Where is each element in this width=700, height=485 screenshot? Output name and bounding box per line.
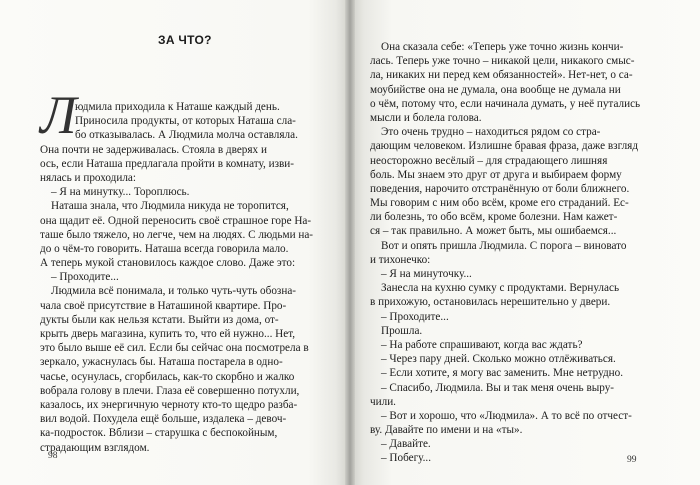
text-line: крыть дверь магазина, купить то, что ей нужно... Нет, [40,328,296,340]
text-line: нялась и проходила: [40,171,136,184]
text-line: бо отказывалась. А Людмила молча оставляла. [75,129,298,142]
text-line: часье, осунулась, сгорбилась, как-то скорбно и жалко [40,370,295,383]
chapter-title: ЗА ЧТО? [158,33,212,47]
text-line: она щадит её. Одной переносить своё страшное горе На- [40,214,312,227]
text-line: Прошла. [381,324,423,337]
text-line: юдмила приходила к Наташе каждый день. [75,101,280,113]
text-line: до о чём-то говорить. Наташа всегда говорила мало. [40,242,289,255]
text-line: – Проходите... [381,310,449,323]
text-line: ву. Давайте по имени и на «ты». [370,424,523,437]
text-line: Людмила всё понимала, и только чуть-чуть обозна- [51,285,297,298]
page-number-right: 99 [627,455,637,465]
text-line: в прихожую, остановилась нерешительно у двери. [370,296,611,309]
text-line: это было выше её сил. Если бы сейчас она посмотрела в [40,342,309,355]
text-line: вобрала голову в плечи. Глаза её совершенно потухли, [40,384,300,397]
text-line: Наташа знала, что Людмила никуда не торопится, [51,200,289,213]
text-line: чили. [370,395,396,408]
text-line: мысли и болела голова. [370,111,482,124]
text-line: ся – так правильно. А может быть, мы ошибаемся... [370,225,617,238]
right-page-text [370,40,640,466]
text-line: и тихонечко: [370,253,431,266]
book-gutter [345,0,355,485]
text-line: дукты были как нельзя кстати. Выйти из дома, от- [40,313,279,326]
text-line: поведения, нарочито отстранённую от боли ближнего. [370,182,630,195]
text-line: зеркало, ужаснулась бы. Наташа постарела в одно- [40,356,283,369]
drop-cap: Л [40,85,77,145]
text-line: дающим человеком. Излишне бравая фраза, даже взгляд [370,140,639,153]
text-line: Это очень трудно – находиться рядом со стра- [381,126,601,139]
text-line: моубийстве она не думала, она вообще не думала ни [370,83,621,96]
text-line: Она сказала себе: «Теперь уже точно жизнь кончи- [381,41,624,53]
text-line: – Спасибо, Людмила. Вы и так меня очень выру- [381,381,615,394]
text-line: Мы говорим с ним обо всём, кроме его страданий. Ес- [370,197,629,210]
text-line: – Если хотите, я могу вас заменить. Мне нетрудно. [381,367,624,380]
text-line: – Давайте. [381,438,431,451]
text-line: Вот и опять пришла Людмила. С порога – виновато [381,239,627,252]
text-line: Занесла на кухню сумку с продуктами. Вернулась [381,282,620,295]
text-line: боль. Мы знаем это друг от друга и выбираем форму [370,168,622,181]
left-page-text [40,100,313,455]
text-line: – Побегу... [381,452,432,465]
text-line: – Проходите... [51,271,119,284]
page-number-left: 98 [48,451,58,461]
text-line: таше было тяжело, но легче, чем на людях. С людьми на- [40,228,314,241]
text-line: ла, никаких ни перед кем обязанностей». Нет-нет, о са- [370,69,633,82]
text-line: ли болезнь, то обо всём, кроме болезни. Нам кажет- [370,211,618,224]
text-line: неосторожно весёлый – для страдающего лишняя [370,154,608,167]
text-line: – Вот и хорошо, что «Людмила». А то всё по отчест- [381,409,632,422]
text-line: лась. Теперь уже точно – никакой цели, никакого смыс- [370,55,635,68]
text-line: – Я на минуточку... [381,268,472,280]
text-line: – Я на минутку... Тороплюсь. [51,186,190,199]
text-line: о чём, потому что, если начинала думать, у неё путались [370,97,641,110]
text-line: вил водой. Похудела ещё больше, издалека – девоч- [40,413,287,426]
text-line: страдающим взглядом. [40,441,150,454]
text-line: – На работе спрашивают, когда вас ждать? [381,338,583,351]
text-line: чала своё присутствие в Наташиной квартире. Про- [40,299,287,312]
text-line: Приносила продукты, от которых Наташа сла- [75,115,296,128]
text-line: ось, если Наташа предлагала пройти в комнату, изви- [40,157,294,170]
text-line: ка-подросток. Вблизи – старушка с беспокойным, [40,427,278,440]
text-line: – Через пару дней. Сколько можно отлёживаться. [381,353,616,366]
text-line: Она почти не задерживалась. Стояла в дверях и [40,143,267,156]
text-line: А теперь мукой становилось каждое слово. Даже это: [40,257,296,270]
text-line: казалось, их энергичную черноту кто-то щедро разба- [40,398,298,411]
